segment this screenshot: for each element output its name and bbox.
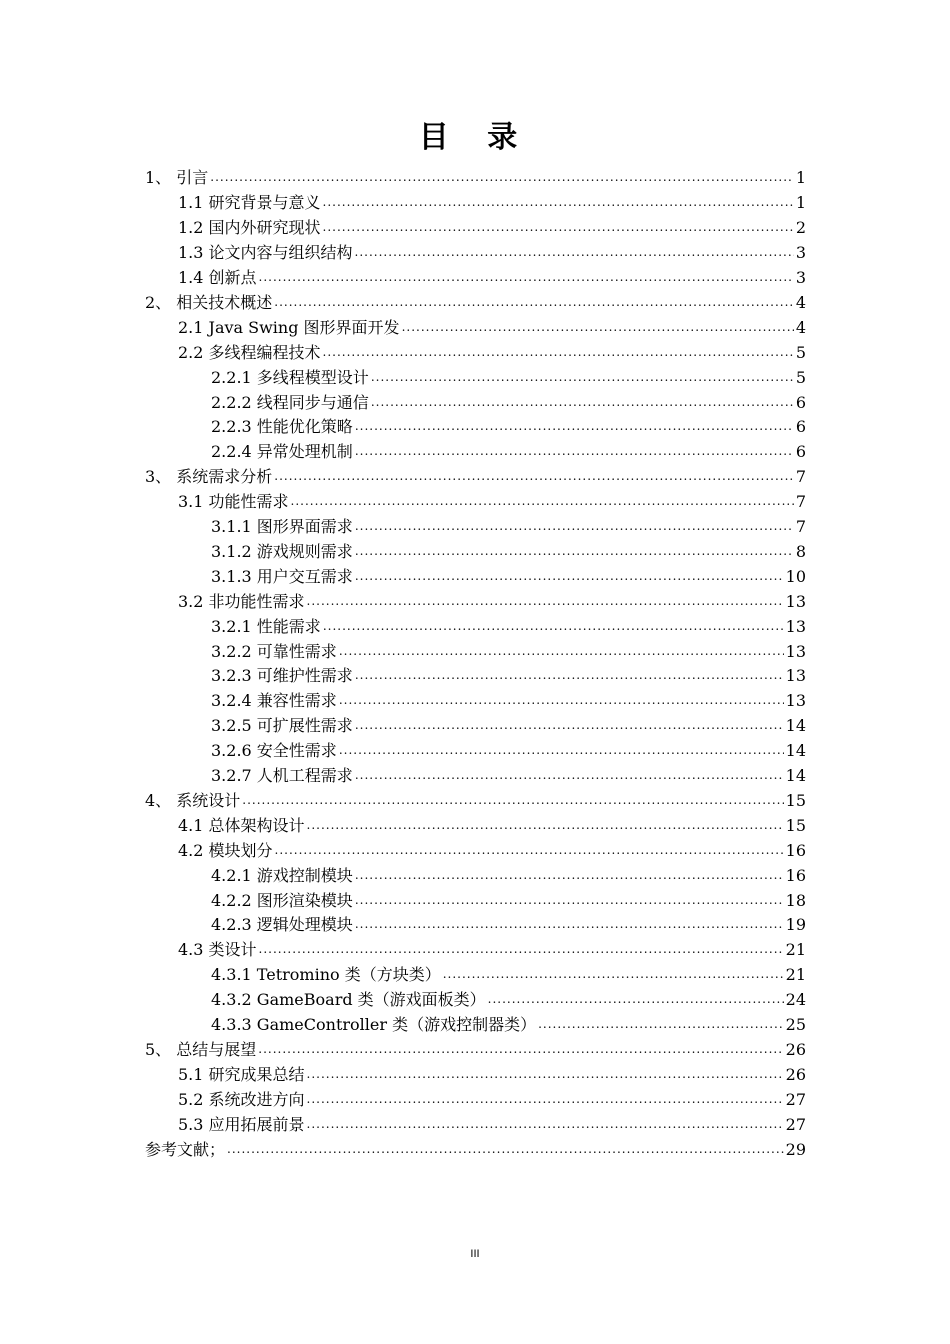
dot-leader: [371, 393, 794, 413]
dot-leader: [258, 1040, 783, 1060]
dot-leader: [355, 567, 784, 587]
toc-entry-page: 26: [785, 1039, 806, 1059]
toc-entry-page: 24: [785, 990, 806, 1010]
toc-entry-page: 10: [785, 566, 806, 586]
toc-entry[interactable]: [178, 813, 806, 838]
dot-leader: [355, 666, 784, 686]
dot-leader: [307, 1065, 784, 1085]
toc-entry[interactable]: [178, 1112, 806, 1137]
toc-entry[interactable]: [211, 515, 806, 540]
toc-entry-label: 3.2.7 人机工程需求: [211, 766, 353, 786]
toc-entry[interactable]: [211, 913, 806, 938]
toc-entry[interactable]: [211, 988, 806, 1013]
toc-entry-page: 19: [785, 915, 806, 935]
toc-entry[interactable]: [211, 440, 806, 465]
dot-leader: [538, 1015, 784, 1035]
dot-leader: [355, 417, 794, 437]
toc-entry-page: 16: [785, 840, 806, 860]
toc-entry-label: 4、 系统设计: [145, 790, 241, 810]
dot-leader: [339, 691, 784, 711]
toc-entry[interactable]: [211, 963, 806, 988]
toc-entry-page: 7: [795, 517, 806, 537]
dot-leader: [355, 866, 784, 886]
toc-entry[interactable]: [145, 1137, 806, 1162]
toc-entry-page: 6: [795, 417, 806, 437]
toc-entry[interactable]: [211, 390, 806, 415]
toc-entry-label: 3.2.5 可扩展性需求: [211, 716, 353, 736]
toc-entry-page: 26: [785, 1064, 806, 1084]
dot-leader: [402, 318, 794, 338]
toc-entry-page: 27: [785, 1089, 806, 1109]
toc-entry-label: 3、 系统需求分析: [145, 467, 273, 487]
toc-entry[interactable]: [178, 315, 806, 340]
dot-leader: [259, 940, 784, 960]
toc-entry-page: 4: [795, 317, 806, 337]
toc-entry-label: 1.2 国内外研究现状: [178, 218, 321, 238]
toc-entry-label: 4.3.1 Tetromino 类（方块类）: [211, 965, 441, 985]
toc-entry-label: 4.3.2 GameBoard 类（游戏面板类）: [211, 990, 486, 1010]
toc-entry-label: 参考文献；: [145, 1139, 226, 1159]
toc-entry[interactable]: [145, 789, 806, 814]
toc-entry-page: 21: [785, 965, 806, 985]
toc-entry-page: 13: [785, 591, 806, 611]
toc-entry-page: 13: [785, 666, 806, 686]
dot-leader: [355, 442, 794, 462]
toc-entry-page: 13: [785, 691, 806, 711]
toc-entry[interactable]: [178, 938, 806, 963]
toc-entry-page: 6: [795, 392, 806, 412]
toc-entry[interactable]: [211, 664, 806, 689]
dot-leader: [291, 492, 794, 512]
toc-entry[interactable]: [211, 888, 806, 913]
toc-entry-label: 3.1 功能性需求: [178, 492, 289, 512]
toc-entry-label: 5.1 研究成果总结: [178, 1064, 305, 1084]
toc-entry[interactable]: [178, 1087, 806, 1112]
dot-leader: [307, 1115, 784, 1135]
toc-entry[interactable]: [178, 838, 806, 863]
dot-leader: [355, 542, 794, 562]
toc-entry-page: 5: [795, 367, 806, 387]
toc-entry-label: 1.1 研究背景与意义: [178, 193, 321, 213]
dot-leader: [323, 617, 784, 637]
toc-entry-label: 3.2 非功能性需求: [178, 591, 305, 611]
toc-entry-page: 7: [795, 467, 806, 487]
toc-entry-page: 15: [785, 790, 806, 810]
toc-entry-label: 5.3 应用拓展前景: [178, 1114, 305, 1134]
dot-leader: [307, 592, 784, 612]
toc-entry[interactable]: [178, 241, 806, 266]
toc-entry-page: 3: [795, 268, 806, 288]
toc-entry-label: 3.2.1 性能需求: [211, 616, 321, 636]
toc-entry[interactable]: [145, 166, 806, 191]
toc-entry-label: 3.2.3 可维护性需求: [211, 666, 353, 686]
dot-leader: [323, 218, 794, 238]
toc-entry[interactable]: [178, 191, 806, 216]
toc-entry-label: 3.2.2 可靠性需求: [211, 641, 337, 661]
toc-entry-label: 4.3 类设计: [178, 940, 257, 960]
toc-entry-page: 13: [785, 641, 806, 661]
dot-leader: [339, 741, 784, 761]
toc-entry-page: 18: [785, 890, 806, 910]
toc-entry-page: 8: [795, 541, 806, 561]
toc-entry-page: 13: [785, 616, 806, 636]
dot-leader: [443, 965, 784, 985]
dot-leader: [339, 642, 784, 662]
toc-entry[interactable]: [211, 689, 806, 714]
toc-entry-page: 15: [785, 815, 806, 835]
toc-entry-label: 4.1 总体架构设计: [178, 815, 305, 835]
toc-entry[interactable]: [178, 1062, 806, 1087]
dot-leader: [274, 293, 794, 313]
toc-entry-page: 3: [795, 243, 806, 263]
dot-leader: [488, 990, 784, 1010]
toc-entry[interactable]: [211, 365, 806, 390]
toc-entry[interactable]: [211, 415, 806, 440]
dot-leader: [307, 816, 784, 836]
toc-entry-label: 5、 总结与展望: [145, 1039, 257, 1059]
toc-entry-page: 4: [795, 292, 806, 312]
toc-entry[interactable]: [145, 291, 806, 316]
toc-entry[interactable]: [178, 490, 806, 515]
toc-entry[interactable]: [211, 714, 806, 739]
toc-entry-page: 14: [785, 716, 806, 736]
toc-entry-label: 4.2.2 图形渲染模块: [211, 890, 353, 910]
toc-entry[interactable]: [178, 266, 806, 291]
toc-entry[interactable]: [211, 614, 806, 639]
toc-entry[interactable]: [211, 564, 806, 589]
dot-leader: [355, 517, 794, 537]
toc-entry-label: 1、 引言: [145, 168, 209, 188]
dot-leader: [355, 766, 784, 786]
toc-entry-label: 2、 相关技术概述: [145, 292, 273, 312]
toc-entry-label: 4.2 模块划分: [178, 840, 273, 860]
toc-entry-page: 2: [795, 218, 806, 238]
toc-entry[interactable]: [178, 216, 806, 241]
toc-entry-label: 4.3.3 GameController 类（游戏控制器类）: [211, 1015, 537, 1035]
toc-entry-page: 6: [795, 442, 806, 462]
dot-leader: [307, 1090, 784, 1110]
toc-entry-label: 2.2.4 异常处理机制: [211, 442, 353, 462]
toc-entry-page: 29: [785, 1139, 806, 1159]
toc-entry-page: 1: [795, 193, 806, 213]
toc-entry-page: 21: [785, 940, 806, 960]
dot-leader: [323, 193, 794, 213]
dot-leader: [355, 716, 784, 736]
toc-entry-label: 4.2.1 游戏控制模块: [211, 865, 353, 885]
toc-entry-label: 4.2.3 逻辑处理模块: [211, 915, 353, 935]
toc-entry-page: 27: [785, 1114, 806, 1134]
toc-entry-label: 3.2.6 安全性需求: [211, 741, 337, 761]
toc-entry[interactable]: [211, 1013, 806, 1038]
toc-entry-label: 1.3 论文内容与组织结构: [178, 243, 353, 263]
toc-entry-label: 2.1 Java Swing 图形界面开发: [178, 317, 400, 337]
dot-leader: [371, 368, 794, 388]
dot-leader: [274, 467, 794, 487]
toc-entry[interactable]: [178, 589, 806, 614]
toc-entry-label: 3.2.4 兼容性需求: [211, 691, 337, 711]
toc-entry-page: 1: [795, 168, 806, 188]
toc-entry-label: 2.2.1 多线程模型设计: [211, 367, 369, 387]
toc-entry-page: 14: [785, 766, 806, 786]
toc-entry-label: 3.1.1 图形界面需求: [211, 517, 353, 537]
toc-entry-label: 3.1.2 游戏规则需求: [211, 541, 353, 561]
toc-entry[interactable]: [145, 465, 806, 490]
toc-entry[interactable]: [211, 639, 806, 664]
dot-leader: [259, 268, 794, 288]
toc-entry[interactable]: [211, 739, 806, 764]
toc-entry[interactable]: [211, 863, 806, 888]
dot-leader: [355, 891, 784, 911]
toc-entry-page: 16: [785, 865, 806, 885]
dot-leader: [242, 791, 783, 811]
dot-leader: [355, 243, 794, 263]
dot-leader: [323, 343, 794, 363]
toc-entry-label: 2.2.3 性能优化策略: [211, 417, 353, 437]
toc-entry-page: 5: [795, 342, 806, 362]
toc-entry-label: 2.2.2 线程同步与通信: [211, 392, 369, 412]
toc-title: 目 录: [418, 120, 532, 155]
toc-entry-label: 3.1.3 用户交互需求: [211, 566, 353, 586]
toc-entry-page: 7: [795, 492, 806, 512]
toc-entry-label: 2.2 多线程编程技术: [178, 342, 321, 362]
dot-leader: [355, 915, 784, 935]
dot-leader: [227, 1140, 784, 1160]
toc-entry-page: 14: [785, 741, 806, 761]
toc-entry[interactable]: [211, 540, 806, 565]
toc-entry[interactable]: [145, 1038, 806, 1063]
page-number: III: [470, 1248, 480, 1260]
toc-entry[interactable]: [211, 764, 806, 789]
dot-leader: [275, 841, 784, 861]
toc-entry-label: 1.4 创新点: [178, 268, 257, 288]
toc-entry-label: 5.2 系统改进方向: [178, 1089, 305, 1109]
dot-leader: [210, 168, 794, 188]
toc-entry-page: 25: [785, 1015, 806, 1035]
toc-entry[interactable]: [178, 340, 806, 365]
